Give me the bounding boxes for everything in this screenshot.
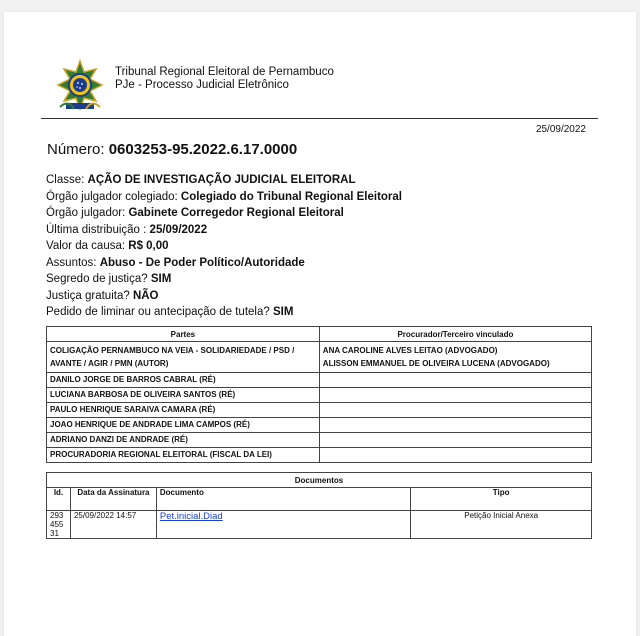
process-number-value: 0603253-95.2022.6.17.0000 [108,141,298,158]
procurador-cell [319,433,591,448]
documentos-title: Documentos [47,473,592,488]
document-page [4,12,636,636]
info-value: AÇÃO DE INVESTIGAÇÃO JUDICIAL ELEITORAL [87,174,356,186]
parte-cell: JOAO HENRIQUE DE ANDRADE LIMA CAMPOS (RÉ) [47,418,320,433]
table-row [47,433,592,448]
info-label: Valor da causa: [46,240,129,252]
procurador-cell [319,418,591,433]
procurador-cell [319,388,591,403]
court-name: Tribunal Regional Eleitoral de Pernambuco [115,66,334,78]
info-segredo-justica [46,271,402,288]
documento-column-header: Documento [156,488,411,511]
info-label: Assuntos: [46,256,100,269]
info-value: Colegiado do Tribunal Regional Eleitoral [180,190,402,203]
parte-cell: PAULO HENRIQUE SARAIVA CAMARA (RÉ) [47,403,320,418]
procurador-cell [319,448,591,463]
table-row [47,342,592,373]
info-assuntos [46,255,402,272]
header-divider [41,118,598,119]
info-label: Segredo de justiça? [46,273,151,285]
procurador-column-header: Procurador/Terceiro vinculado [319,327,591,342]
table-row [47,388,592,403]
documentos-table [46,472,592,539]
document-type: Petição Inicial Anexa [411,511,592,539]
info-label: Pedido de liminar ou antecipação de tutela? [46,306,273,318]
info-value: SIM [150,273,172,285]
id-column-header: Id. [47,488,71,511]
info-pedido-liminar [46,304,402,321]
process-number-label: Número: [47,141,109,158]
procurador-cell [319,342,591,373]
procurador-name: ALISSON EMMANUEL DE OLIVEIRA LUCENA (ADVOGADO) [322,359,550,368]
partes-header-row [47,327,592,342]
system-name: PJe - Processo Judicial Eletrônico [115,79,289,91]
tipo-column-header: Tipo [411,488,592,511]
parte-cell: LUCIANA BARBOSA DE OLIVEIRA SANTOS (RÉ) [47,388,320,403]
table-row [47,403,592,418]
info-ultima-distribuicao [46,222,402,239]
process-info [46,172,402,321]
document-link[interactable]: Pet.inicial.Diad [159,511,223,522]
info-classe [46,172,402,189]
table-row [47,418,592,433]
procurador-cell [319,373,591,388]
info-label: Justiça gratuita? [46,289,133,302]
process-number [47,141,297,158]
info-value: Abuso - De Poder Político/Autoridade [99,256,305,269]
info-label: Classe: [46,174,88,186]
parte-cell: DANILO JORGE DE BARROS CABRAL (RÉ) [47,373,320,388]
info-label: Órgão julgador: [46,207,129,219]
info-value: 25/09/2022 [149,223,208,236]
document-date: 25/09/2022 [535,124,586,135]
document-cell [156,511,411,539]
procurador-name: ANA CAROLINE ALVES LEITAO (ADVOGADO) [322,346,498,355]
parte-cell: COLIGAÇÃO PERNAMBUCO NA VEIA - SOLIDARIEDADE / PSD / AVANTE / AGIR / PMN (AUTOR) [47,342,320,373]
data-column-header: Data da Assinatura [70,488,156,511]
documentos-title-row [47,473,592,488]
info-justica-gratuita [46,288,402,305]
brazil-coat-of-arms-icon [54,59,106,115]
info-label: Órgão julgador colegiado: [46,190,181,203]
documentos-header-row [47,488,592,511]
info-valor-causa [46,238,402,255]
info-value: R$ 0,00 [128,240,169,252]
info-value: SIM [272,306,294,318]
parte-cell: PROCURADORIA REGIONAL ELEITORAL (FISCAL DA LEI) [47,448,320,463]
parte-cell: ADRIANO DANZI DE ANDRADE (RÉ) [47,433,320,448]
table-row [47,511,592,539]
table-row [47,373,592,388]
document-id: 29345531 [47,511,71,539]
info-label: Última distribuição : [46,223,150,236]
info-orgao-julgador [46,205,402,222]
procurador-cell [319,403,591,418]
document-date-signed: 25/09/2022 14:57 [70,511,156,539]
table-row [47,448,592,463]
info-value: NÃO [132,289,159,302]
info-value: Gabinete Corregedor Regional Eleitoral [128,207,344,219]
partes-table [46,326,592,463]
partes-column-header: Partes [47,327,320,342]
info-orgao-colegiado [46,189,402,206]
